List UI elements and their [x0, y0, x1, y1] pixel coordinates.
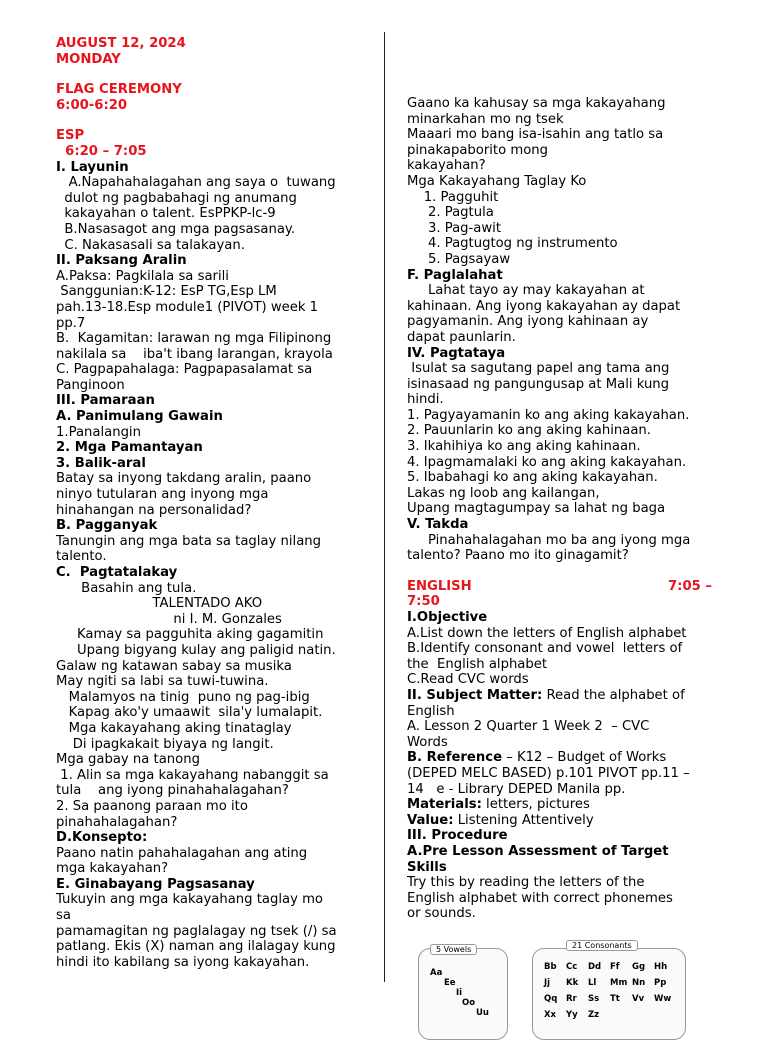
consonant-letter: Gg	[632, 962, 646, 972]
text-line: 5. Pagsayaw	[407, 251, 511, 267]
text-line: English	[407, 703, 455, 719]
text-line: 3. Pag-awit	[407, 220, 502, 236]
text-line: pinahahalagahan?	[56, 814, 178, 830]
english-lesson	[407, 610, 712, 922]
heading: 3. Balik-aral	[56, 455, 146, 471]
consonant-letter: Bb	[544, 962, 557, 972]
text-line: Maaari mo bang isa-isahin ang tatlo sa	[407, 127, 664, 143]
text-line: patlang. Ekis (X) naman ang ilalagay kung	[56, 939, 336, 955]
text-line: Basahin ang tula.	[56, 580, 197, 596]
text-run: Materials:	[407, 797, 482, 813]
text-line: talento.	[56, 549, 107, 565]
text-line: 2. Sa paanong paraan mo ito	[56, 798, 248, 814]
alphabet-figure	[410, 930, 706, 1024]
text-line: A.List down the letters of English alphabet	[407, 625, 687, 641]
consonant-letter: Xx	[544, 1010, 557, 1020]
heading: II. Paksang Aralin	[56, 253, 187, 269]
text-line: (DEPED MELC BASED) p.101 PIVOT pp.11 –	[407, 765, 690, 781]
vowel-letter: Uu	[476, 1008, 489, 1018]
text-run: letters, pictures	[481, 797, 590, 813]
heading: F. Paglalahat	[407, 267, 503, 283]
text-line: Batay sa inyong takdang aralin, paano	[56, 471, 312, 487]
text-line: Lahat tayo ay may kakayahan at	[407, 283, 645, 299]
text-line: 1.Panalangin	[56, 424, 141, 440]
vowel-letter: Ee	[444, 978, 456, 988]
text-line: hinahangan na personalidad?	[56, 502, 252, 518]
heading: I. Layunin	[56, 159, 129, 175]
text-line: nakilala sa iba't ibang larangan, krayola	[56, 346, 333, 362]
text-line: C.Read CVC words	[407, 672, 529, 688]
text-line	[407, 688, 712, 704]
text-line: Pinahahalagahan mo ba ang iyong mga	[407, 532, 691, 548]
heading: E. Ginabayang Pagsasanay	[56, 876, 255, 892]
consonant-letter: Vv	[632, 994, 645, 1004]
text-line: 1. Pagyayamanin ko ang aking kakayahan.	[407, 407, 690, 423]
text-line: TALENTADO AKO	[56, 596, 263, 612]
text-line: English alphabet with correct phonemes	[407, 890, 673, 906]
heading: Skills	[407, 859, 447, 875]
text-line: talento? Paano mo ito ginagamit?	[407, 548, 629, 564]
section-header: FLAG CEREMONY	[56, 82, 182, 98]
consonant-letter: Dd	[588, 962, 602, 972]
text-line: pah.13-18.Esp module1 (PIVOT) week 1	[56, 299, 319, 315]
vowel-letter: Ii	[456, 988, 463, 998]
text-line: hindi ito kabilang sa iyong kakayahan.	[56, 954, 310, 970]
spacer	[56, 67, 356, 82]
text-line: Malamyos na tinig puno ng pag-ibig	[56, 689, 310, 705]
text-line: Lakas ng loob ang kailangan,	[407, 485, 600, 501]
text-line: Paano natin pahahalagahan ang ating	[56, 845, 308, 861]
text-line: sa	[56, 908, 71, 924]
consonant-letter: Zz	[588, 1010, 600, 1020]
text-line	[407, 750, 712, 766]
text-line: Isulat sa sagutang papel ang tama ang	[407, 361, 670, 377]
text-line: kakayahan?	[407, 158, 486, 174]
consonant-letter: Qq	[544, 994, 558, 1004]
heading: IV. Pagtataya	[407, 345, 506, 361]
text-line: dapat paunlarin.	[407, 329, 516, 345]
text-line: ni I. M. Gonzales	[56, 611, 282, 627]
consonant-letter: Nn	[632, 978, 646, 988]
text-line: A.Paksa: Pagkilala sa sarili	[56, 268, 229, 284]
section-header: MONDAY	[56, 51, 121, 67]
text-line: Kapag ako'y umaawit sila'y lumalapit.	[56, 705, 323, 721]
text-line: 1. Alin sa mga kakayahang nabanggit sa	[56, 767, 329, 783]
text-run: Read the alphabet of	[542, 687, 685, 703]
text-line: 3. Ikahihiya ko ang aking kahinaan.	[407, 439, 641, 455]
text-line: Galaw ng katawan sabay sa musika	[56, 658, 292, 674]
vowels-box	[418, 948, 508, 1040]
text-line: Gaano ka kahusay sa mga kakayahang	[407, 96, 666, 111]
english-header	[407, 579, 712, 595]
consonant-letter: Ll	[588, 978, 597, 988]
consonant-letter: Mm	[610, 978, 628, 988]
consonant-letter: Jj	[544, 978, 551, 988]
heading: D.Konsepto:	[56, 830, 148, 846]
text-line: May ngiti sa labi sa tuwi-tuwina.	[56, 674, 269, 690]
text-line: kahinaan. Ang iyong kakayahan ay dapat	[407, 298, 681, 314]
text-run: B. Reference	[407, 750, 503, 766]
consonants-title: 21 Consonants	[566, 940, 638, 951]
consonant-letter: Ff	[610, 962, 620, 972]
text-line: hindi.	[407, 392, 444, 408]
consonant-letter: Kk	[566, 978, 579, 988]
section-header: AUGUST 12, 2024	[56, 36, 186, 51]
text-line: minarkahan mo ng tsek	[407, 111, 564, 127]
text-line: pp.7	[56, 315, 86, 331]
consonant-letter: Tt	[610, 994, 620, 1004]
text-line: 2. Pagtula	[407, 205, 494, 221]
heading: V. Takda	[407, 517, 469, 533]
text-line: 2. Pauunlarin ko ang aking kahinaan.	[407, 423, 651, 439]
text-line: or sounds.	[407, 906, 476, 922]
text-line: A. Lesson 2 Quarter 1 Week 2 – CVC	[407, 719, 650, 735]
text-line: C. Nakasasali sa talakayan.	[56, 237, 245, 253]
consonant-letter: Hh	[654, 962, 668, 972]
text-line: B.Nasasagot ang mga pagsasanay.	[56, 221, 296, 237]
text-line: pagyamanin. Ang iyong kahinaan ay	[407, 314, 649, 330]
text-line: Sanggunian:K-12: EsP TG,Esp LM	[56, 284, 277, 300]
vowels-title: 5 Vowels	[430, 944, 477, 955]
text-line: ninyo tutularan ang inyong mga	[56, 487, 269, 503]
heading: B. Pagganyak	[56, 518, 158, 534]
text-line: Mga Kakayahang Taglay Ko	[407, 173, 587, 189]
text-line: Tukuyin ang mga kakayahang taglay mo	[56, 892, 324, 908]
text-line: Di ipagkakait biyaya ng langit.	[56, 736, 274, 752]
english-subject: ENGLISH	[407, 578, 472, 594]
section-header: 6:00-6:20	[56, 97, 128, 113]
text-line: 4. Ipagmamalaki ko ang aking kakayahan.	[407, 454, 687, 470]
text-line: Try this by reading the letters of the	[407, 875, 645, 891]
english-time-cont: 7:50	[407, 594, 440, 610]
text-run: Value:	[407, 812, 454, 828]
text-line: mga kakayahan?	[56, 861, 169, 877]
text-line: kakayahan o talent. EsPPKP-lc-9	[56, 206, 276, 222]
heading: A.Pre Lesson Assessment of Target	[407, 843, 669, 859]
text-line: Tanungin ang mga bata sa taglay nilang	[56, 533, 322, 549]
text-run: II. Subject Matter:	[407, 687, 543, 703]
consonant-letter: Yy	[566, 1010, 578, 1020]
text-line: pinakapaborito mong	[407, 142, 549, 158]
text-line: C. Pagpapahalaga: Pagpapasalamat sa	[56, 362, 313, 378]
text-line: Kamay sa pagguhita aking gagamitin	[56, 627, 324, 643]
consonant-letter: Cc	[566, 962, 578, 972]
text-line: 5. Ibabahagi ko ang aking kakayahan.	[407, 470, 658, 486]
heading: C. Pagtatalakay	[56, 565, 178, 580]
spacer	[407, 564, 712, 579]
consonant-letter: Ww	[654, 994, 672, 1004]
text-line: Panginoon	[56, 377, 125, 393]
vowel-letter: Oo	[462, 998, 476, 1008]
column-divider	[384, 32, 385, 982]
spacer	[56, 113, 356, 128]
text-line: Mga gabay na tanong	[56, 752, 200, 768]
text-line: Upang magtagumpay sa lahat ng baga	[407, 501, 666, 517]
text-line: pamamagitan ng paglalagay ng tsek (/) sa	[56, 923, 337, 939]
text-line: dulot ng pagbabahagi ng anumang	[56, 190, 297, 206]
text-line: Mga kakayahang aking tinataglay	[56, 720, 292, 736]
heading: A. Panimulang Gawain	[56, 409, 223, 425]
consonant-letter: Rr	[566, 994, 577, 1004]
text-line	[407, 797, 712, 813]
heading: I.Objective	[407, 610, 488, 625]
consonant-letter: Ss	[588, 994, 600, 1004]
section-header: 6:20 – 7:05	[56, 143, 147, 159]
right-column	[407, 96, 712, 922]
left-column	[56, 36, 356, 970]
text-run: Listening Attentively	[453, 812, 594, 828]
text-line: 1. Pagguhit	[407, 189, 499, 205]
english-time: 7:05 –	[668, 578, 712, 594]
text-line: Upang bigyang kulay ang paligid natin.	[56, 642, 336, 658]
text-line: B.Identify consonant and vowel letters of	[407, 641, 683, 657]
heading: III. Procedure	[407, 828, 508, 844]
text-line: 14 e - Library DEPED Manila pp.	[407, 781, 626, 797]
text-line	[407, 813, 712, 829]
text-line: A.Napahahalagahan ang saya o tuwang	[56, 175, 336, 191]
section-header: ESP	[56, 128, 85, 144]
text-line: isinasaad ng pangungusap at Mali kung	[407, 376, 670, 392]
text-line: B. Kagamitan: larawan ng mga Filipinong	[56, 331, 332, 347]
esp-continuation	[407, 96, 712, 579]
heading: 2. Mga Pamantayan	[56, 440, 203, 456]
text-line: Words	[407, 734, 448, 750]
text-run: – K12 – Budget of Works	[502, 750, 667, 766]
text-line: tula ang iyong pinahahalagahan?	[56, 783, 289, 799]
text-line: 4. Pagtugtog ng instrumento	[407, 236, 618, 252]
consonant-letter: Pp	[654, 978, 667, 988]
heading: III. Pamaraan	[56, 393, 155, 409]
text-line: the English alphabet	[407, 656, 548, 672]
vowel-letter: Aa	[430, 968, 443, 978]
